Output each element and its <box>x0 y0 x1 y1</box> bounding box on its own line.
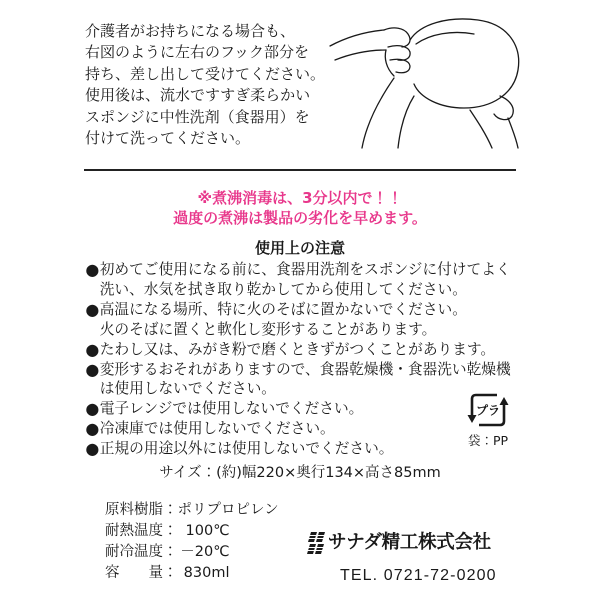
spec-label: 耐冷温度： <box>105 544 178 560</box>
caution-text <box>100 419 335 439</box>
caution-item <box>85 439 511 459</box>
recycle-label: 袋：PP <box>467 433 509 448</box>
boiling-warning-line: ※煮沸消毒は、3分以内で！！ <box>197 189 403 207</box>
bullet: ● <box>85 339 100 359</box>
caution-item <box>85 260 511 300</box>
usage-instructions-line: 持ち、差し出して受けてください。 <box>85 64 326 83</box>
cautions-title: 使用上の注意 <box>254 239 345 257</box>
spec-label: 容 量： <box>105 565 178 581</box>
spec-label: 耐熱温度： <box>105 523 178 539</box>
spec-row <box>105 521 279 542</box>
usage-instructions-line: 付けて洗ってください。 <box>85 129 251 148</box>
usage-instructions-line: スポンジに中性洗剤（食器用）を <box>85 107 310 126</box>
caution-line: 初めてご使用になる前に、食器用洗剤をスポンジに付けてよく <box>99 261 511 278</box>
caution-text <box>100 260 511 300</box>
spec-value: ポリプロピレン <box>177 502 279 518</box>
spec-table <box>105 500 279 584</box>
spec-label: 原料樹脂： <box>105 502 178 518</box>
usage-instructions <box>85 21 325 149</box>
caution-item <box>85 419 511 439</box>
caution-text <box>100 300 467 340</box>
cautions-list <box>85 260 511 459</box>
recycle-mark <box>462 390 514 450</box>
caution-item <box>85 300 511 340</box>
spec-value: 830ml <box>183 565 230 581</box>
company-tel: TEL. 0721-72-0200 <box>340 567 497 584</box>
usage-instructions-line: 介護者がお持ちになる場合も、 <box>85 22 296 40</box>
pla-recycle-icon <box>467 390 509 430</box>
usage-instructions-line: 使用後は、流水ですすぎ柔らかい <box>85 86 311 105</box>
caution-line: は使用しないでください。 <box>99 380 276 398</box>
caution-item <box>85 399 511 419</box>
spec-row <box>105 563 279 584</box>
boiling-warning-line: 過度の煮沸は製品の劣化を早めます。 <box>173 208 427 227</box>
bullet: ● <box>85 299 100 319</box>
caution-line: 電子レンジでは使用しないでください。 <box>99 400 364 418</box>
caution-line: 変形するおそれがありますので、食器乾燥機・食器洗い乾燥機 <box>99 360 511 378</box>
caution-item <box>85 360 511 400</box>
caution-text <box>100 399 364 419</box>
spec-row <box>105 500 279 521</box>
boiling-warning <box>0 189 600 228</box>
caution-line: 高温になる場所、特に火のそばに置かないでください。 <box>99 300 467 318</box>
bullet: ● <box>85 359 100 379</box>
recycle-mark-text: プラ <box>475 403 501 418</box>
bullet: ● <box>85 399 100 419</box>
spec-row <box>105 542 279 563</box>
spec-value: －20℃ <box>180 544 230 560</box>
caution-line: 冷凍庫では使用しないでください。 <box>99 420 335 438</box>
company-name: サナダ精工株式会社 <box>328 532 491 553</box>
hands-holding-cup-illustration <box>320 0 530 160</box>
product-size: サイズ：(約)幅220×奥行134×高さ85mm <box>159 465 441 481</box>
caution-text <box>100 360 511 400</box>
caution-line: たわし又は、みがき粉で磨くときずがつくことがあります。 <box>99 340 496 358</box>
caution-text <box>100 340 495 360</box>
caution-line: 火のそばに置くと軟化し変形することがあります。 <box>99 320 437 338</box>
caution-item <box>85 340 511 360</box>
company-logo-icon <box>305 530 327 556</box>
spec-value: 100℃ <box>185 523 230 539</box>
bullet: ● <box>85 260 100 279</box>
usage-instructions-line: 右図のように左右のフック部分を <box>85 43 309 62</box>
bullet: ● <box>85 419 100 439</box>
caution-line: 洗い、水気を拭き取り乾かしてから使用してください。 <box>99 280 467 298</box>
caution-line: 正規の用途以外には使用しないでください。 <box>99 440 394 458</box>
divider <box>84 169 516 171</box>
caution-text <box>100 439 394 459</box>
bullet: ● <box>85 439 100 459</box>
